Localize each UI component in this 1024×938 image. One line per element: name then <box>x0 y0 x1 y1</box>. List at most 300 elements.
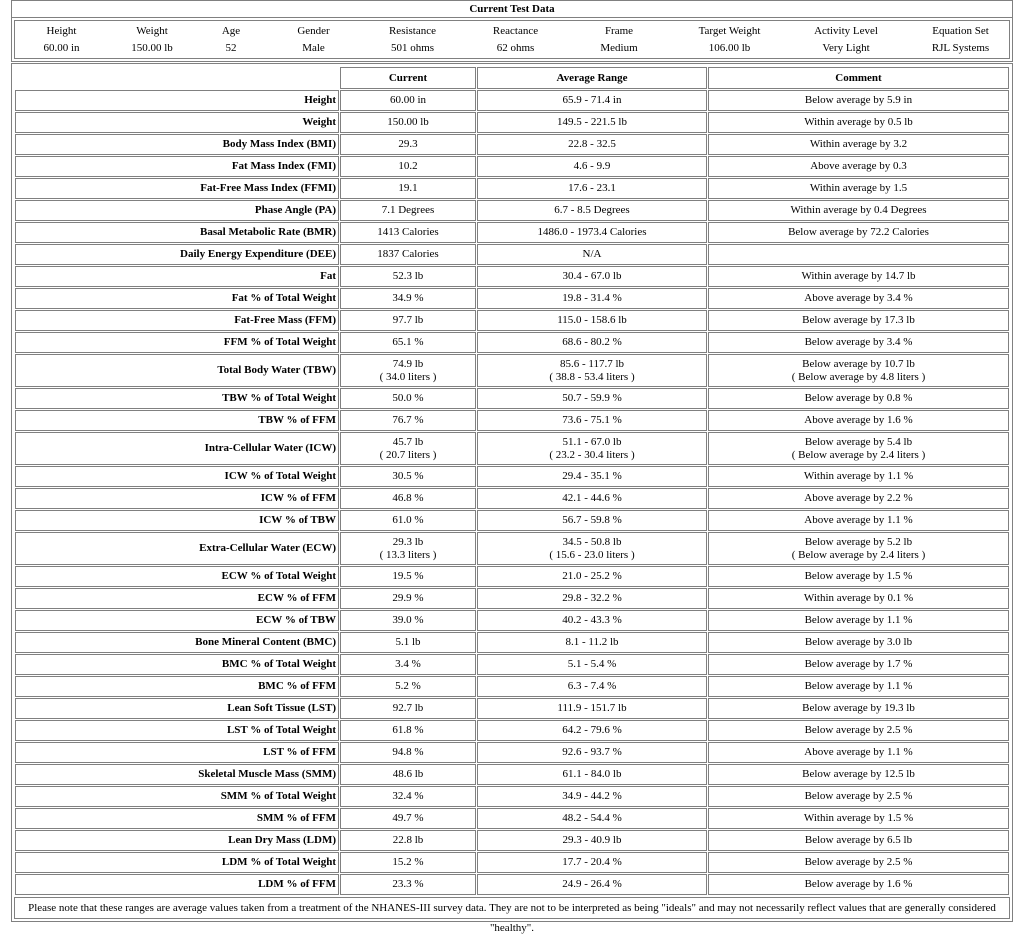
table-row <box>15 588 1009 609</box>
table-row <box>15 310 1009 331</box>
table-row <box>15 610 1009 631</box>
table-row <box>15 222 1009 243</box>
row-label-line: Body Mass Index (BMI) <box>222 138 336 150</box>
comment-cell-line: Below average by 6.5 lb <box>804 834 913 846</box>
comment-cell-line: Below average by 2.5 % <box>804 856 913 868</box>
average-range-cell-line: 17.7 - 20.4 % <box>562 856 622 868</box>
test-field <box>196 21 266 58</box>
comment-cell-line: Below average by 1.1 % <box>804 614 913 626</box>
test-field-value: 150.00 lb <box>131 42 173 54</box>
current-cell-line: 15.2 % <box>392 856 424 868</box>
average-range-cell <box>477 764 707 785</box>
comment-cell <box>708 566 1009 587</box>
comment-cell <box>708 266 1009 287</box>
disclaimer-note: Please note that these ranges are average values taken from a treatment of the NHANES-III survey data. They are not to be interpreted as being "ideals" and may not necessarily reflect values that are generally considered "healthy". <box>14 897 1010 919</box>
current-cell <box>340 156 476 177</box>
comment-cell <box>708 852 1009 873</box>
table-row <box>15 654 1009 675</box>
comment-cell-line: Above average by 2.2 % <box>804 492 913 504</box>
comment-cell <box>708 156 1009 177</box>
average-range-cell-line-2: ( 23.2 - 30.4 liters ) <box>549 448 635 461</box>
current-cell-line: 34.9 % <box>392 292 424 304</box>
current-cell <box>340 288 476 309</box>
average-range-cell-line: 64.2 - 79.6 % <box>562 724 622 736</box>
comment-cell <box>708 90 1009 111</box>
row-label <box>15 244 339 265</box>
test-field-value: RJL Systems <box>931 42 990 54</box>
comment-cell-line: Below average by 72.2 Calories <box>788 226 929 238</box>
table-row <box>15 112 1009 133</box>
table-row <box>15 676 1009 697</box>
comment-cell-line: Above average by 1.1 % <box>804 746 913 758</box>
average-range-cell <box>477 222 707 243</box>
average-range-cell-line: 17.6 - 23.1 <box>568 182 616 194</box>
comment-cell-line: Within average by 1.1 % <box>803 470 914 482</box>
current-cell <box>340 354 476 387</box>
row-label <box>15 178 339 199</box>
table-row <box>15 852 1009 873</box>
average-range-cell <box>477 432 707 465</box>
current-cell-line: 60.00 in <box>389 94 427 106</box>
average-range-cell <box>477 410 707 431</box>
comment-cell <box>708 830 1009 851</box>
current-cell-line: 150.00 lb <box>387 116 429 128</box>
average-range-cell <box>477 266 707 287</box>
average-range-cell <box>477 156 707 177</box>
current-cell <box>340 764 476 785</box>
current-cell-line: 49.7 % <box>392 812 424 824</box>
comment-cell-line: Below average by 12.5 lb <box>802 768 915 780</box>
row-label-line: SMM % of Total Weight <box>220 790 336 802</box>
average-range-cell <box>477 610 707 631</box>
table-row <box>15 266 1009 287</box>
average-range-cell <box>477 720 707 741</box>
comment-cell <box>708 200 1009 221</box>
comment-cell <box>708 134 1009 155</box>
current-cell <box>340 720 476 741</box>
comment-cell <box>708 410 1009 431</box>
current-cell <box>340 532 476 565</box>
average-range-cell-line: 56.7 - 59.8 % <box>562 514 622 526</box>
average-range-cell-line: 1486.0 - 1973.4 Calories <box>537 226 647 238</box>
current-cell <box>340 134 476 155</box>
average-range-cell <box>477 698 707 719</box>
comment-cell-line: Below average by 5.2 lb <box>804 535 913 548</box>
current-cell-line: 30.5 % <box>392 470 424 482</box>
test-field-label: Resistance <box>388 25 437 37</box>
comment-cell-line: Below average by 5.4 lb <box>804 435 913 448</box>
average-range-cell <box>477 244 707 265</box>
average-range-cell-line: 6.7 - 8.5 Degrees <box>554 204 630 216</box>
test-data-grid <box>14 20 1010 59</box>
row-label-line: BMC % of Total Weight <box>221 658 336 670</box>
average-range-cell-line: 85.6 - 117.7 lb <box>559 357 625 370</box>
current-cell-line: 5.1 lb <box>395 636 421 648</box>
row-label <box>15 288 339 309</box>
current-cell-line: 46.8 % <box>392 492 424 504</box>
current-cell <box>340 742 476 763</box>
table-row <box>15 90 1009 111</box>
row-label-line: BMC % of FFM <box>258 680 336 692</box>
table-row <box>15 698 1009 719</box>
average-range-cell-line: 34.9 - 44.2 % <box>562 790 622 802</box>
average-range-cell <box>477 588 707 609</box>
average-range-cell <box>477 532 707 565</box>
comment-cell-line: Above average by 1.1 % <box>804 514 913 526</box>
comment-cell-line: Below average by 10.7 lb <box>802 357 915 370</box>
row-label <box>15 90 339 111</box>
test-field-label: Frame <box>604 25 634 37</box>
current-cell <box>340 410 476 431</box>
current-cell <box>340 786 476 807</box>
row-label-line: Intra-Cellular Water (ICW) <box>204 442 336 454</box>
table-row <box>15 200 1009 221</box>
row-label <box>15 742 339 763</box>
row-label-line: Fat-Free Mass (FFM) <box>234 314 336 326</box>
comment-cell <box>708 432 1009 465</box>
current-cell-line: 61.8 % <box>392 724 424 736</box>
row-label <box>15 632 339 653</box>
current-cell-line: 1837 Calories <box>377 248 439 260</box>
test-field-label: Weight <box>136 25 168 37</box>
row-label-line: ICW % of FFM <box>260 492 336 504</box>
comment-cell-line: Below average by 2.5 % <box>804 724 913 736</box>
current-cell-line: 23.3 % <box>392 878 424 890</box>
current-cell <box>340 566 476 587</box>
average-range-cell <box>477 742 707 763</box>
comment-cell-line: Below average by 17.3 lb <box>802 314 915 326</box>
average-range-cell-line: 29.4 - 35.1 % <box>562 470 622 482</box>
average-range-cell <box>477 310 707 331</box>
row-label-line: Fat-Free Mass Index (FFMI) <box>200 182 336 194</box>
test-field-label: Equation Set <box>932 25 989 37</box>
test-field-value: Very Light <box>822 42 870 54</box>
test-field <box>904 21 1017 58</box>
average-range-cell-line: 34.5 - 50.8 lb <box>562 535 622 548</box>
row-label <box>15 874 339 895</box>
average-range-cell <box>477 332 707 353</box>
table-row <box>15 566 1009 587</box>
current-test-data-title: Current Test Data <box>12 1 1012 18</box>
test-field-value: 106.00 lb <box>708 42 751 54</box>
row-label-line: Total Body Water (TBW) <box>217 364 336 376</box>
average-range-cell-line: 68.6 - 80.2 % <box>562 336 622 348</box>
comment-cell-line: Below average by 1.6 % <box>804 878 913 890</box>
report <box>11 0 1013 934</box>
row-label <box>15 112 339 133</box>
comment-cell <box>708 874 1009 895</box>
header-current: Current <box>340 67 476 89</box>
average-range-cell-line-2: ( 38.8 - 53.4 liters ) <box>549 370 635 383</box>
header-average-range: Average Range <box>477 67 707 89</box>
table-row <box>15 432 1009 465</box>
average-range-cell-line: 61.1 - 84.0 lb <box>562 768 622 780</box>
row-label-line: Fat <box>320 270 336 282</box>
row-label-line: LST % of Total Weight <box>226 724 336 736</box>
current-cell-line: 19.5 % <box>392 570 424 582</box>
comment-cell <box>708 588 1009 609</box>
row-label <box>15 332 339 353</box>
comment-cell <box>708 698 1009 719</box>
average-range-cell-line: 6.3 - 7.4 % <box>567 680 617 692</box>
table-row <box>15 720 1009 741</box>
table-row <box>15 156 1009 177</box>
table-row <box>15 742 1009 763</box>
row-label-line: Phase Angle (PA) <box>254 204 336 216</box>
current-cell <box>340 332 476 353</box>
row-label <box>15 156 339 177</box>
current-cell-line: 52.3 lb <box>392 270 424 282</box>
test-field <box>567 21 671 58</box>
comment-cell <box>708 288 1009 309</box>
row-label <box>15 488 339 509</box>
comment-cell <box>708 112 1009 133</box>
comment-cell-line: Below average by 1.7 % <box>804 658 913 670</box>
table-row <box>15 488 1009 509</box>
average-range-cell-line: 42.1 - 44.6 % <box>562 492 622 504</box>
average-range-cell <box>477 488 707 509</box>
comment-cell-line: Below average by 3.0 lb <box>804 636 913 648</box>
row-label-line: Fat Mass Index (FMI) <box>231 160 336 172</box>
average-range-cell-line: 24.9 - 26.4 % <box>562 878 622 890</box>
average-range-cell-line: 4.6 - 9.9 <box>573 160 611 172</box>
comment-cell-line: Below average by 0.8 % <box>804 392 913 404</box>
comment-cell <box>708 244 1009 265</box>
test-field <box>15 21 108 58</box>
row-label-line: TBW % of Total Weight <box>222 392 336 404</box>
comment-cell-line: Within average by 1.5 % <box>803 812 914 824</box>
comment-cell <box>708 488 1009 509</box>
average-range-cell <box>477 830 707 851</box>
comment-cell <box>708 786 1009 807</box>
row-label <box>15 466 339 487</box>
row-label <box>15 432 339 465</box>
row-label-line: ICW % of TBW <box>259 514 336 526</box>
comment-cell-line: Within average by 1.5 <box>809 182 908 194</box>
current-cell-line: 76.7 % <box>392 414 424 426</box>
test-field-label: Age <box>221 25 241 37</box>
table-row <box>15 288 1009 309</box>
current-cell-line: 92.7 lb <box>392 702 424 714</box>
current-cell-line: 3.4 % <box>395 658 421 670</box>
average-range-cell <box>477 852 707 873</box>
test-field <box>671 21 788 58</box>
table-header-row <box>15 67 1009 89</box>
row-label <box>15 830 339 851</box>
current-cell-line: 29.3 lb <box>392 535 424 548</box>
row-label-line: Lean Soft Tissue (LST) <box>227 702 336 714</box>
row-label <box>15 266 339 287</box>
row-label-line: Basal Metabolic Rate (BMR) <box>200 226 336 238</box>
average-range-cell <box>477 354 707 387</box>
current-cell-line: 65.1 % <box>392 336 424 348</box>
row-label-line: LDM % of Total Weight <box>221 856 336 868</box>
table-row <box>15 510 1009 531</box>
test-field <box>361 21 464 58</box>
row-label-line: FFM % of Total Weight <box>223 336 336 348</box>
test-field-value: 60.00 in <box>43 42 80 54</box>
current-cell-line: 61.0 % <box>392 514 424 526</box>
current-cell <box>340 510 476 531</box>
current-cell-line: 5.2 % <box>395 680 421 692</box>
comment-cell <box>708 222 1009 243</box>
current-cell <box>340 808 476 829</box>
average-range-cell <box>477 134 707 155</box>
test-field-label: Height <box>46 25 77 37</box>
current-cell <box>340 588 476 609</box>
row-label <box>15 698 339 719</box>
comment-cell <box>708 532 1009 565</box>
row-label <box>15 222 339 243</box>
comment-cell <box>708 466 1009 487</box>
comment-cell-line: Below average by 3.4 % <box>804 336 913 348</box>
current-cell <box>340 432 476 465</box>
row-label-line: Bone Mineral Content (BMC) <box>195 636 336 648</box>
current-cell <box>340 244 476 265</box>
row-label <box>15 610 339 631</box>
comment-cell-line: Within average by 3.2 <box>809 138 908 150</box>
comment-cell <box>708 354 1009 387</box>
test-field <box>464 21 567 58</box>
row-label-line: ICW % of Total Weight <box>224 470 336 482</box>
average-range-cell <box>477 510 707 531</box>
table-row <box>15 830 1009 851</box>
comment-cell-line: Below average by 1.1 % <box>804 680 913 692</box>
average-range-cell-line: 51.1 - 67.0 lb <box>562 435 622 448</box>
average-range-cell-line: 50.7 - 59.9 % <box>562 392 622 404</box>
average-range-cell-line: 115.0 - 158.6 lb <box>557 314 627 326</box>
row-label-line: Skeletal Muscle Mass (SMM) <box>198 768 336 780</box>
current-cell-line: 29.3 <box>398 138 418 150</box>
average-range-cell <box>477 676 707 697</box>
row-label <box>15 852 339 873</box>
current-cell-line: 22.8 lb <box>392 834 424 846</box>
average-range-cell <box>477 200 707 221</box>
comment-cell-line: Within average by 0.4 Degrees <box>790 204 927 216</box>
comment-cell-line: Above average by 1.6 % <box>804 414 913 426</box>
current-cell <box>340 830 476 851</box>
current-cell <box>340 632 476 653</box>
table-row <box>15 410 1009 431</box>
test-field-value: Male <box>302 42 325 54</box>
current-cell-line: 1413 Calories <box>377 226 439 238</box>
current-cell <box>340 200 476 221</box>
row-label <box>15 200 339 221</box>
test-field-label: Activity Level <box>814 25 878 37</box>
current-test-data-panel <box>11 0 1013 62</box>
row-label <box>15 310 339 331</box>
current-cell <box>340 90 476 111</box>
table-row <box>15 466 1009 487</box>
average-range-cell-line: 48.2 - 54.4 % <box>562 812 622 824</box>
table-row <box>15 354 1009 387</box>
row-label <box>15 566 339 587</box>
current-cell <box>340 488 476 509</box>
comment-cell-line: Below average by 1.5 % <box>804 570 913 582</box>
average-range-cell <box>477 566 707 587</box>
test-field-label: Target Weight <box>698 25 761 37</box>
row-label <box>15 354 339 387</box>
average-range-cell <box>477 466 707 487</box>
table-row <box>15 808 1009 829</box>
average-range-cell-line: 8.1 - 11.2 lb <box>565 636 619 648</box>
current-cell <box>340 698 476 719</box>
row-label-line: LDM % of FFM <box>258 878 336 890</box>
row-label-line: ECW % of Total Weight <box>221 570 336 582</box>
header-blank <box>15 67 339 89</box>
test-field-value: 501 ohms <box>390 42 435 54</box>
current-cell <box>340 874 476 895</box>
comment-cell-line-2: ( Below average by 2.4 liters ) <box>791 548 926 561</box>
row-label <box>15 532 339 565</box>
comment-cell <box>708 632 1009 653</box>
average-range-cell-line: 92.6 - 93.7 % <box>562 746 622 758</box>
current-cell-line: 97.7 lb <box>392 314 424 326</box>
current-cell-line: 7.1 Degrees <box>381 204 435 216</box>
test-field-label: Gender <box>297 25 330 37</box>
current-cell-line: 48.6 lb <box>392 768 424 780</box>
row-label-line: Weight <box>302 116 336 128</box>
average-range-cell <box>477 288 707 309</box>
current-cell-line-2: ( 20.7 liters ) <box>379 448 437 461</box>
current-cell-line: 50.0 % <box>392 392 424 404</box>
comment-cell <box>708 808 1009 829</box>
average-range-cell-line: N/A <box>582 248 602 260</box>
row-label <box>15 786 339 807</box>
table-row <box>15 874 1009 895</box>
comment-cell-line-2: ( Below average by 2.4 liters ) <box>791 448 926 461</box>
average-range-cell <box>477 808 707 829</box>
test-field-value: 62 ohms <box>496 42 535 54</box>
current-cell-line: 19.1 <box>398 182 418 194</box>
row-label-line: SMM % of FFM <box>256 812 336 824</box>
comment-cell <box>708 676 1009 697</box>
body-composition-table <box>14 66 1010 896</box>
current-cell <box>340 654 476 675</box>
row-label-line: TBW % of FFM <box>258 414 336 426</box>
row-label <box>15 510 339 531</box>
row-label <box>15 676 339 697</box>
average-range-cell-line: 30.4 - 67.0 lb <box>562 270 622 282</box>
body-composition-panel <box>11 63 1013 934</box>
current-cell <box>340 466 476 487</box>
test-field-label: Reactance <box>492 25 539 37</box>
current-cell <box>340 852 476 873</box>
current-cell <box>340 388 476 409</box>
average-range-cell-line: 111.9 - 151.7 lb <box>557 702 627 714</box>
average-range-cell-line: 40.2 - 43.3 % <box>562 614 622 626</box>
current-cell <box>340 222 476 243</box>
average-range-cell-line: 21.0 - 25.2 % <box>562 570 622 582</box>
current-cell-line: 29.9 % <box>392 592 424 604</box>
comment-cell <box>708 654 1009 675</box>
test-field-value: 52 <box>225 42 237 54</box>
row-label <box>15 808 339 829</box>
table-row <box>15 332 1009 353</box>
current-cell-line: 10.2 <box>398 160 418 172</box>
row-label <box>15 764 339 785</box>
average-range-cell-line: 5.1 - 5.4 % <box>567 658 617 670</box>
header-comment: Comment <box>708 67 1009 89</box>
test-field-value: Medium <box>600 42 638 54</box>
row-label <box>15 134 339 155</box>
current-cell-line: 74.9 lb <box>392 357 424 370</box>
comment-cell <box>708 764 1009 785</box>
current-cell-line-2: ( 34.0 liters ) <box>379 370 437 383</box>
comment-cell-line: Within average by 14.7 lb <box>801 270 916 282</box>
table-row <box>15 532 1009 565</box>
average-range-cell-line: 149.5 - 221.5 lb <box>557 116 627 128</box>
